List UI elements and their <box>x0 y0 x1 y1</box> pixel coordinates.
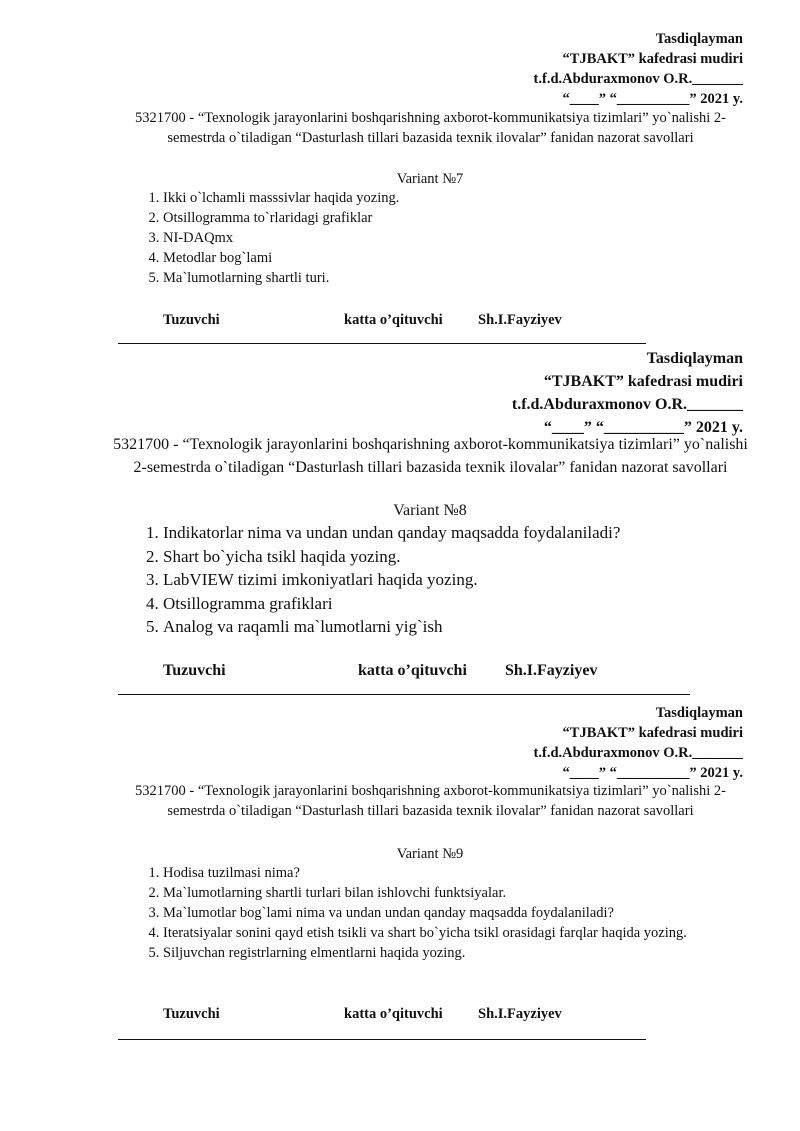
signature-name: Sh.I.Fayziyev <box>478 312 562 328</box>
exam-description: 5321700 - “Texnologik jarayonlarini boshqarishning axborot-kommunikatsiya tizimlari” yo`nalishi 2-semestrda o`tiladigan “Dasturlash tillari bazasida texnik ilovalar” fanidan nazorat savollari <box>113 436 748 476</box>
question-item: 2. Shart bo`yicha tsikl haqida yozing. <box>163 545 763 569</box>
question-item: 2. Ma`lumotlarning shartli turlari bilan ishlovchi funktsiyalar. <box>163 883 743 903</box>
signature-position: katta o’qituvchi <box>344 1006 443 1022</box>
exam-description: 5321700 - “Texnologik jarayonlarini boshqarishning axborot-kommunikatsiya tizimlari” yo`nalishi 2-semestrda o`tiladigan “Dasturlash tillari bazasida texnik ilovalar” fanidan nazorat savollari <box>135 783 726 819</box>
approval-title: Tasdiqlayman <box>646 350 743 367</box>
approval-department: “TJBAKT” kafedrasi mudiri <box>562 725 743 741</box>
approval-head-name: t.f.d.Abduraxmonov O.R._______ <box>533 745 743 761</box>
question-item: 3. Ma`lumotlar bog`lami nima va undan undan qanday maqsadda foydalaniladi? <box>163 903 743 923</box>
approval-date: “____” “__________” 2021 y. <box>543 419 743 436</box>
question-list <box>122 521 763 639</box>
variant-title: Variant №8 <box>393 502 467 519</box>
question-item: 2. Otsillogramma to`rlaridagi grafiklar <box>163 208 743 228</box>
approval-stamp <box>512 347 743 439</box>
separator-line <box>118 694 690 695</box>
question-item: 4. Iteratsiyalar sonini qayd etish tsikli va shart bo`yicha tsikl orasidagi farqlar haqida yozing. <box>163 923 743 943</box>
question-item: 1. Ikki o`lchamli masssivlar haqida yozing. <box>163 188 743 208</box>
question-list <box>122 863 743 963</box>
approval-department: “TJBAKT” kafedrasi mudiri <box>543 373 743 390</box>
question-item: 4. Metodlar bog`lami <box>163 248 743 268</box>
signature-role: Tuzuvchi <box>163 662 226 679</box>
question-item: 4. Otsillogramma grafiklari <box>163 592 763 616</box>
approval-stamp <box>534 29 743 109</box>
variant-title: Variant №9 <box>396 846 464 862</box>
signature-role: Tuzuvchi <box>163 312 220 328</box>
question-item: 5. Siljuvchan registrlarning elmentlarni haqida yozing. <box>163 943 743 963</box>
question-list <box>122 188 743 288</box>
approval-title: Tasdiqlayman <box>655 705 743 721</box>
approval-head-name: t.f.d.Abduraxmonov O.R._______ <box>511 396 743 413</box>
question-item: 5. Analog va raqamli ma`lumotlarni yig`ish <box>163 615 763 639</box>
signature-name: Sh.I.Fayziyev <box>505 662 598 679</box>
approval-stamp <box>534 703 743 783</box>
question-item: 3. NI-DAQmx <box>163 228 743 248</box>
approval-date: “____” “__________” 2021 y. <box>562 91 743 107</box>
approval-department: “TJBAKT” kafedrasi mudiri <box>562 51 743 67</box>
question-item: 5. Ma`lumotlarning shartli turi. <box>163 268 743 288</box>
exam-description: 5321700 - “Texnologik jarayonlarini boshqarishning axborot-kommunikatsiya tizimlari” yo`nalishi 2-semestrda o`tiladigan “Dasturlash tillari bazasida texnik ilovalar” fanidan nazorat savollari <box>135 110 726 146</box>
variant-title: Variant №7 <box>396 171 464 187</box>
signature-role: Tuzuvchi <box>163 1006 220 1022</box>
separator-line <box>118 343 646 344</box>
approval-title: Tasdiqlayman <box>655 31 743 47</box>
question-item: 3. LabVIEW tizimi imkoniyatlari haqida yozing. <box>163 568 763 592</box>
question-item: 1. Hodisa tuzilmasi nima? <box>163 863 743 883</box>
approval-head-name: t.f.d.Abduraxmonov O.R._______ <box>533 71 743 87</box>
approval-date: “____” “__________” 2021 y. <box>562 765 743 781</box>
question-item: 1. Indikatorlar nima va undan undan qanday maqsadda foydalaniladi? <box>163 521 763 545</box>
signature-position: katta o’qituvchi <box>358 662 467 679</box>
separator-line <box>118 1039 646 1040</box>
signature-position: katta o’qituvchi <box>344 312 443 328</box>
signature-name: Sh.I.Fayziyev <box>478 1006 562 1022</box>
